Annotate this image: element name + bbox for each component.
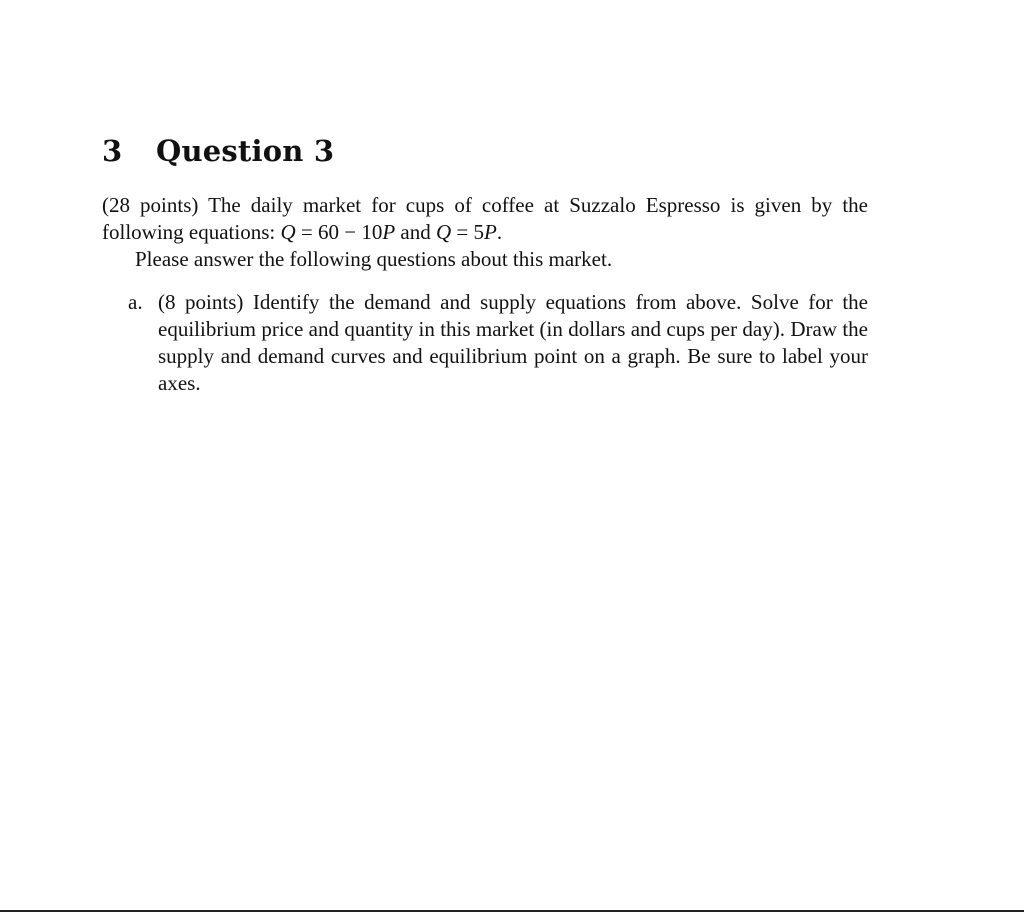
equation-1-middle: = 60 − 10: [295, 220, 383, 244]
instruction-line: Please answer the following questions about this market.: [135, 247, 613, 271]
intro-text: (28 points) The daily market for cups of coffee at Suzzalo Espresso is given by the following equations:: [102, 193, 868, 244]
equation-2-middle: = 5: [451, 220, 485, 244]
equation-2-lhs: Q: [436, 220, 452, 244]
intro-end-punctuation: .: [496, 220, 503, 244]
question-parts-list: [102, 289, 882, 397]
equation-1-lhs: Q: [280, 220, 296, 244]
section-heading: [102, 134, 334, 168]
equation-2-variable: P: [484, 220, 497, 244]
section-number: 3: [102, 134, 123, 168]
part-label: a.: [128, 290, 143, 314]
equation-connector: and: [395, 220, 436, 244]
intro-paragraph: [102, 192, 868, 246]
section-title: Question 3: [156, 134, 335, 168]
equation-1-variable: P: [382, 220, 396, 244]
question-part-a: [102, 289, 868, 397]
question-body: [102, 192, 882, 397]
part-text: (8 points) Identify the demand and supply equations from above. Solve for the equilibrium price and quantity in this market (in dollars and cups per day). Draw the supply and demand curves and equilibrium point on a graph. Be sure to label your axes.: [158, 290, 868, 395]
bottom-divider: [0, 910, 1024, 912]
